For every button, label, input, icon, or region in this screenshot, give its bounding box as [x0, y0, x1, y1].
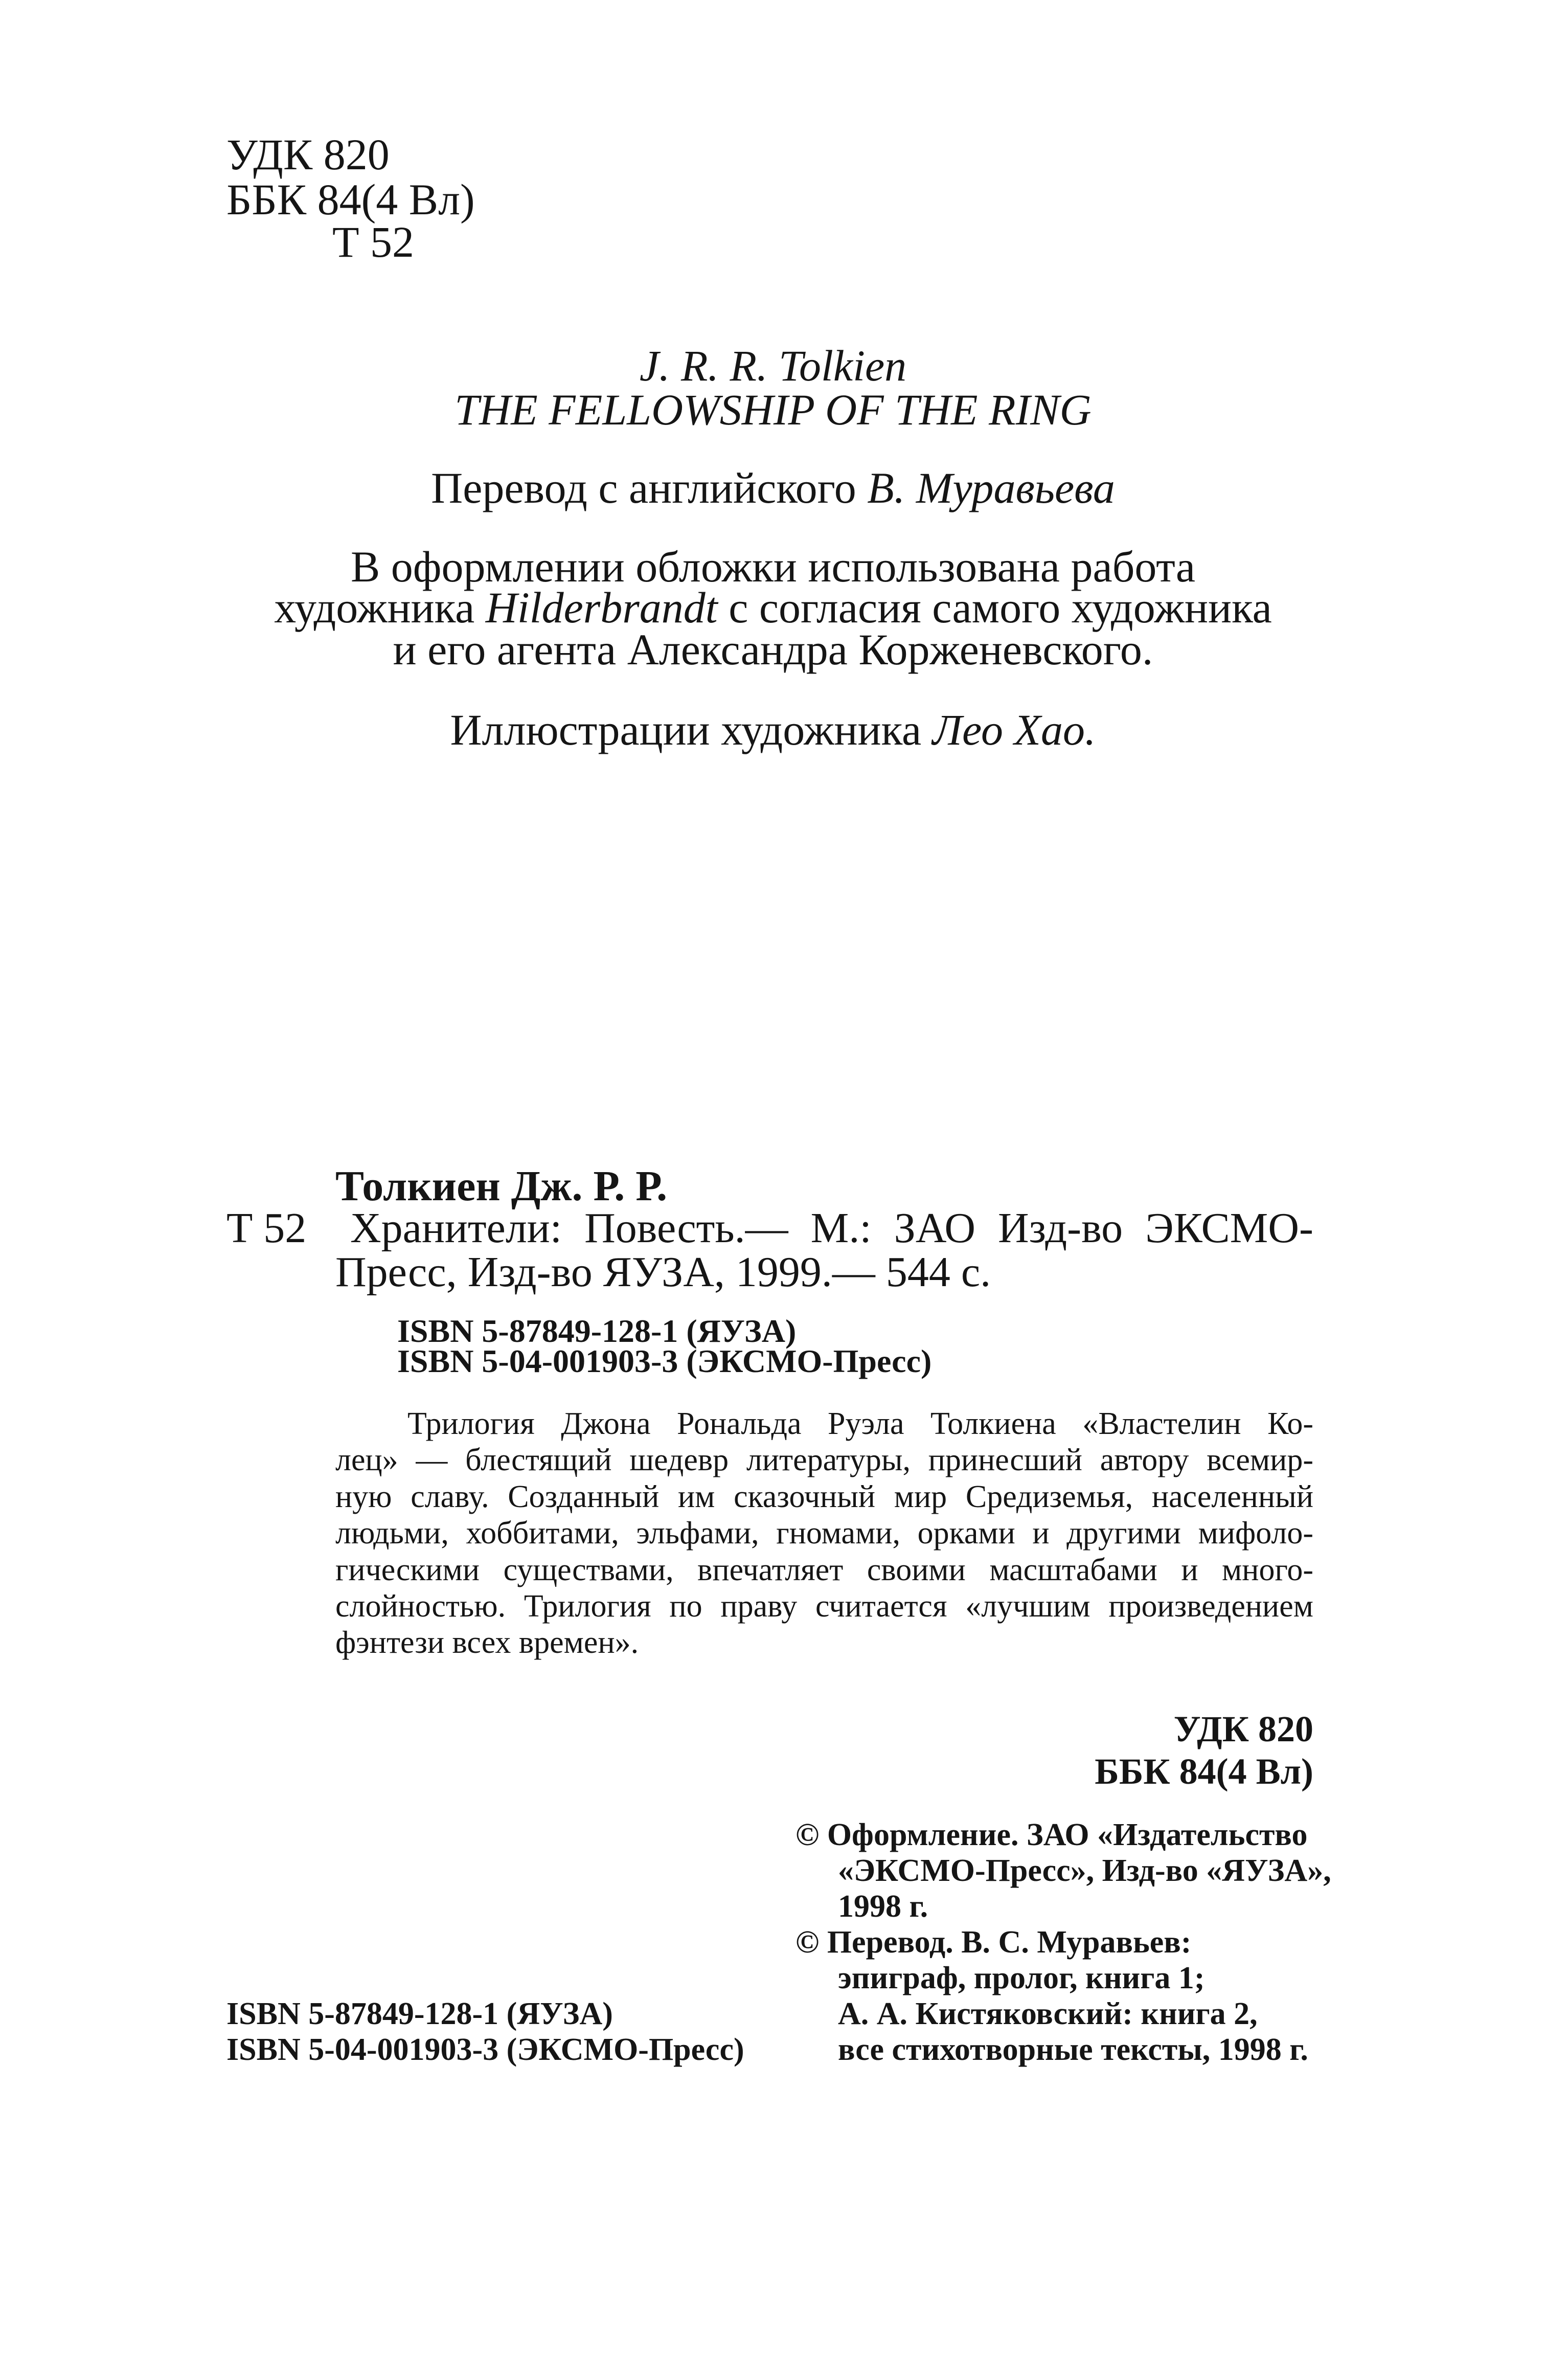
copyright-line-7: все стихотворные тексты, 1998 г.	[838, 2032, 1308, 2067]
annotation-line-6: слойностью. Трилогия по праву считается «лучшим произведением	[335, 1589, 1313, 1624]
udk-code: УДК 820	[226, 130, 390, 179]
author-mark: Т 52	[332, 217, 415, 266]
illustration-label: Иллюстрации художника	[450, 705, 922, 754]
translation-credit	[0, 463, 1546, 512]
illustration-credit	[0, 705, 1546, 754]
record-isbn-1: ISBN 5-87849-128-1 (ЯУЗА)	[397, 1313, 797, 1349]
cover-artist-name: Hilderbrandt	[485, 583, 718, 632]
cover-credit-line-2	[0, 583, 1546, 632]
copyright-line-3: 1998 г.	[838, 1889, 928, 1924]
record-author-mark: Т 52	[226, 1204, 307, 1252]
record-description-line-1: Хранители: Повесть.— М.: ЗАО Изд-во ЭКСМО-	[350, 1204, 1313, 1252]
cover-credit-prefix: художника	[274, 583, 475, 632]
annotation-line-3: ную славу. Созданный им сказочный мир Средиземья, населенный	[335, 1479, 1313, 1514]
illustrator-name: Лео Хао.	[932, 705, 1096, 754]
original-title: THE FELLOWSHIP OF THE RING	[454, 385, 1092, 434]
annotation-line-7: фэнтези всех времен».	[335, 1625, 639, 1660]
copyright-line-1: © Оформление. ЗАО «Издательство	[795, 1817, 1308, 1852]
copyright-line-6: А. А. Кистяковский: книга 2,	[838, 1996, 1258, 2031]
translator-name: В. Муравьева	[867, 463, 1115, 512]
cover-credit-line-1: В оформлении обложки использована работа	[350, 542, 1196, 591]
translation-label: Перевод с английского	[431, 463, 856, 512]
footer-isbn-2: ISBN 5-04-001903-3 (ЭКСМО-Пресс)	[226, 2032, 744, 2067]
udk-code-bottom: УДК 820	[1173, 1709, 1313, 1749]
copyright-line-4: © Перевод. В. С. Муравьев:	[795, 1925, 1192, 1960]
footer-isbn-1: ISBN 5-87849-128-1 (ЯУЗА)	[226, 1996, 613, 2031]
annotation-line-4: людьми, хоббитами, эльфами, гномами, орками и другими мифоло-	[335, 1516, 1313, 1551]
cover-credit-line-3: и его агента Александра Корженевского.	[393, 625, 1153, 674]
record-isbn-2: ISBN 5-04-001903-3 (ЭКСМО-Пресс)	[397, 1343, 932, 1379]
annotation-line-1: Трилогия Джона Рональда Руэла Толкиена «Властелин Ко-	[407, 1406, 1313, 1441]
copyright-line-5: эпиграф, пролог, книга 1;	[838, 1961, 1205, 1995]
record-description-line-2: Пресс, Изд-во ЯУЗА, 1999.— 544 с.	[335, 1248, 991, 1296]
record-heading: Толкиен Дж. Р. Р.	[335, 1162, 668, 1210]
bbk-code: ББК 84(4 Вл)	[226, 175, 475, 224]
cover-credit-suffix: с согласия самого художника	[729, 583, 1272, 632]
bbk-code-bottom: ББК 84(4 Вл)	[1095, 1751, 1313, 1792]
copyright-line-2: «ЭКСМО-Пресс», Изд-во «ЯУЗА»,	[838, 1853, 1331, 1888]
annotation-line-2: лец» — блестящий шедевр литературы, принесший автору всемир-	[335, 1443, 1313, 1477]
annotation-line-5: гическими существами, впечатляет своими масштабами и много-	[335, 1553, 1313, 1587]
original-author: J. R. R. Tolkien	[639, 341, 907, 390]
